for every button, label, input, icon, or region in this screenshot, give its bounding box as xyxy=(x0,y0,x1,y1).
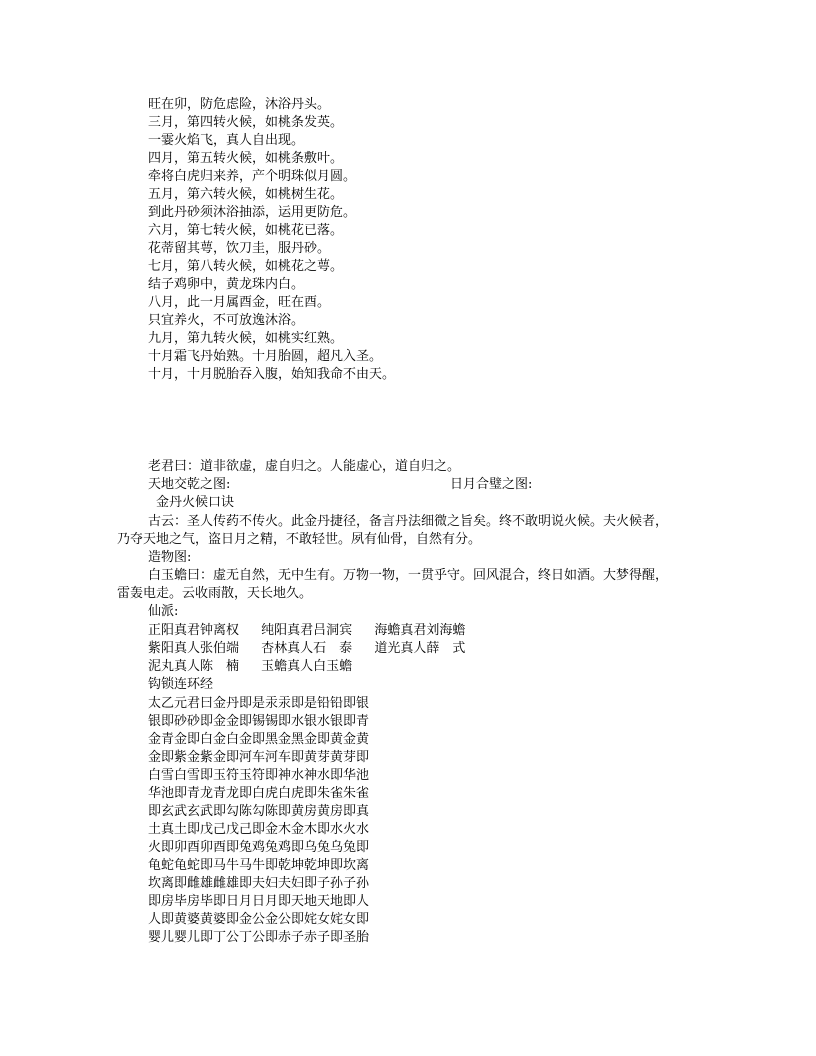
text-line: 金即紫金紫金即河车河车即黄芽黄芽即 xyxy=(148,750,370,765)
text-line: 五月，第六转火候，如桃树生花。 xyxy=(148,187,344,202)
text-line: 人即黄婆黄婆即金公金公即姹女姹女即 xyxy=(148,912,370,927)
text-line: 六月，第七转火候，如桃花已落。 xyxy=(148,223,344,238)
text-line: 十月，十月脱胎吞入腹，始知我命不由天。 xyxy=(148,367,396,382)
text-line: 银即砂砂即金金即锡锡即水银水银即青 xyxy=(148,714,370,729)
baiyu-paragraph-line: 白玉蟾曰：虚无自然，无中生有。万物一物，一贯乎守。回风混合，终日如酒。大梦得醒， xyxy=(148,568,669,583)
laojun-quote: 老君曰：道非欲虚，虚自归之。人能虚心，道自归之。 xyxy=(148,459,461,474)
text-line: 四月，第五转火候，如桃条敷叶。 xyxy=(148,151,344,166)
xianpai-row xyxy=(148,658,352,676)
guyun-paragraph-line: 乃夺天地之气，盗日月之精，不敢轻世。夙有仙骨，自然有分。 xyxy=(117,532,482,547)
immortal-name: 紫阳真人张伯端 xyxy=(148,641,240,656)
text-line: 即玄武玄武即勾陈勾陈即黄房黄房即真 xyxy=(148,804,370,819)
text-line: 金青金即白金白金即黑金黑金即黄金黄 xyxy=(148,732,370,747)
text-line: 十月霜飞丹始熟。十月胎圆，超凡入圣。 xyxy=(148,349,383,364)
text-line: 白雪白雪即玉符玉符即神水神水即华池 xyxy=(148,768,370,783)
guyun-paragraph-line: 古云：圣人传药不传火。此金丹捷径，备言丹法细微之旨矣。终不敢明说火候。夫火候者， xyxy=(148,514,669,529)
text-line: 一霎火焰飞，真人自出现。 xyxy=(148,133,305,148)
xianpai-heading: 仙派: xyxy=(148,604,179,619)
text-line: 牵将白虎归来养，产个明珠似月圆。 xyxy=(148,169,357,184)
diagram-label-heaven-earth: 天地交乾之图: xyxy=(148,477,231,492)
text-line: 只宜养火，不可放逸沐浴。 xyxy=(148,313,305,328)
text-line: 太乙元君曰金丹即是汞汞即是铅铅即银 xyxy=(148,696,370,711)
text-line: 到此丹砂须沐浴抽添，运用更防危。 xyxy=(148,205,357,220)
text-line: 坎离即雌雄雌雄即夫妇夫妇即子孙子孙 xyxy=(148,876,370,891)
immortal-name: 道光真人薛 式 xyxy=(374,641,466,656)
text-line: 结子鸡卵中，黄龙珠内白。 xyxy=(148,277,305,292)
xianpai-row xyxy=(148,640,465,658)
text-line: 旺在卯，防危虑险，沐浴丹头。 xyxy=(148,97,331,112)
text-line: 土真土即戊己戊己即金木金木即水火水 xyxy=(148,822,370,837)
immortal-name: 正阳真君钟离权 xyxy=(148,623,240,638)
text-line: 火即卯酉卯酉即兔鸡兔鸡即乌兔乌兔即 xyxy=(148,840,370,855)
baiyu-paragraph-line: 雷轰电走。云收雨散，天长地久。 xyxy=(117,586,313,601)
xianpai-row xyxy=(148,622,465,640)
immortal-name: 泥丸真人陈 楠 xyxy=(148,659,240,674)
text-line: 三月，第四转火候，如桃条发英。 xyxy=(148,115,344,130)
diagram-label-sun-moon: 日月合璧之图: xyxy=(450,477,533,492)
text-line: 七月，第八转火候，如桃花之萼。 xyxy=(148,259,344,274)
jindan-heading: 金丹火候口诀 xyxy=(156,495,235,510)
text-line: 即房毕房毕即日月日月即天地天地即人 xyxy=(148,894,370,909)
immortal-name: 海蟾真君刘海蟾 xyxy=(374,623,466,638)
immortal-name: 玉蟾真人白玉蟾 xyxy=(261,659,353,674)
text-line: 花蒂留其萼，饮刀圭，服丹砂。 xyxy=(148,241,331,256)
zaowu-heading: 造物图: xyxy=(148,550,192,565)
immortal-name: 纯阳真君吕洞宾 xyxy=(261,623,353,638)
immortal-name: 杏林真人石 泰 xyxy=(261,641,353,656)
text-line: 华池即青龙青龙即白虎白虎即朱雀朱雀 xyxy=(148,786,370,801)
text-line: 婴儿婴儿即丁公丁公即赤子赤子即圣胎 xyxy=(148,930,370,945)
text-line: 八月，此一月属酉金，旺在酉。 xyxy=(148,295,331,310)
text-line: 九月，第九转火候，如桃实红熟。 xyxy=(148,331,344,346)
gousuo-heading: 钩锁连环经 xyxy=(148,677,214,692)
text-line: 龟蛇龟蛇即马牛马牛即乾坤乾坤即坎离 xyxy=(148,858,370,873)
